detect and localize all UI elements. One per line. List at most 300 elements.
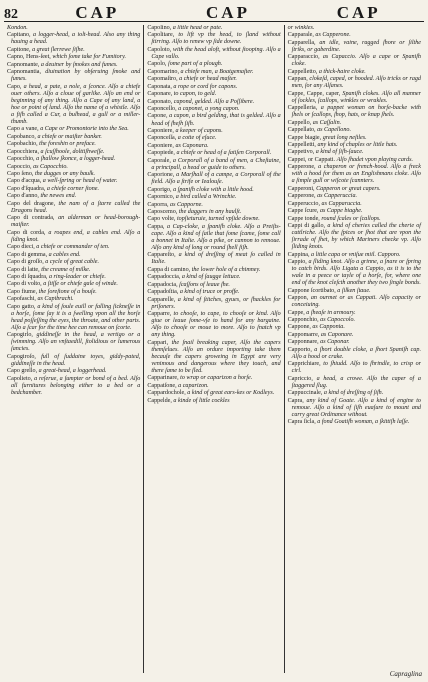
entry-definition: a caparizon. — [178, 382, 209, 389]
dictionary-entry — [288, 32, 421, 39]
entry-headword: Cappelletti, — [287, 142, 316, 149]
entry-definition: a well-ſpring or head of water. — [42, 178, 118, 185]
entry-definition: great long neſtles. — [322, 134, 367, 141]
entry-headword: Capoloto, — [147, 46, 172, 53]
entry-headword: Cappe biagie, — [287, 134, 322, 141]
entry-definition: a ſheaſe in armoury. — [306, 309, 356, 316]
entry-headword: Cappadocia, — [147, 281, 178, 288]
entry-headword: Capo di contrada, — [7, 215, 55, 222]
entry-definition: a kind of ſtitches, gyues, or ſhackles for priſoners. — [151, 296, 281, 310]
entry-headword: Capo di gemma, — [7, 251, 48, 258]
dictionary-entry — [147, 390, 280, 397]
entry-headword: Cappan, — [287, 76, 308, 83]
entry-definition: a chiefe or commander of ten. — [36, 244, 110, 251]
dictionary-entry — [147, 84, 280, 91]
dictionary-entry — [288, 216, 421, 223]
entry-definition: a reſerue, a ſumpter or bond of a bed. Alſo all furnitures belonging either to a bed or a bedchamber. — [11, 375, 141, 396]
entry-definition: full of ſuddaine toyes, giddy-pated, giddineſſe in the head. — [11, 353, 141, 367]
dictionary-entry — [7, 304, 140, 332]
dictionary-entry — [7, 368, 140, 375]
entry-headword: Cappe, Cappe, caper, — [287, 90, 341, 97]
entry-headword: Cappardochole, — [147, 390, 186, 397]
entry-headword: Cappetivo, — [287, 149, 315, 156]
entry-headword: Capparre, — [147, 311, 172, 318]
entry-definition: a capon, a bird gelding, that is gelded. Alſo a head of ſheſh ſiſh. — [151, 113, 281, 127]
dictionary-entry — [7, 126, 140, 133]
dictionary-entry — [288, 186, 421, 193]
entry-headword: Cappon, — [287, 295, 309, 302]
entry-headword: Capo gatto, — [7, 303, 36, 310]
entry-definition: as Capaccio. Alſo a cape or Spaniſh cloke. — [291, 54, 421, 68]
dictionary-entry — [288, 317, 421, 324]
entry-definition: as Caponar. — [320, 339, 350, 346]
dictionary-entry — [288, 332, 421, 339]
entry-headword: Capnomantia, — [7, 69, 42, 76]
entry-definition: as Capperuccia. — [317, 193, 358, 200]
dictionary-entry — [147, 311, 280, 339]
entry-definition: an idle, vaine, ragged ſhore or ſilthe ſtriks, or gaberdine. — [291, 39, 421, 53]
dictionary-entry — [7, 186, 140, 193]
dictionary-entry — [147, 202, 280, 209]
entry-headword: Capo di corda, — [7, 229, 46, 236]
entry-headword: Capo d'anno, — [7, 193, 39, 200]
entry-headword: Capoccio, — [7, 163, 32, 170]
entry-headword: Capocchio, — [7, 156, 35, 163]
dictionary-entry — [147, 61, 280, 68]
entry-definition: a logger-head, a iolt-head. Also any thing hauing a head. — [11, 32, 141, 46]
dictionary-entry — [7, 164, 140, 171]
dictionary-entry — [7, 274, 140, 281]
dictionary-entry — [288, 76, 421, 90]
dictionary-entry — [147, 224, 280, 252]
entry-headword: Capo grello, — [7, 368, 38, 375]
entry-headword: Caposcemo, — [147, 208, 178, 215]
dictionary-entry — [288, 91, 421, 105]
entry-definition: a ſtiſſe or chiefe gale of winde. — [43, 281, 118, 288]
dictionary-entry — [147, 187, 280, 194]
dictionary-entry — [147, 398, 280, 405]
dictionary-entry — [7, 149, 140, 156]
entry-definition: the lower hole of a chimney. — [191, 266, 261, 273]
dictionary-entry — [147, 282, 280, 289]
entry-headword: Capnomante, — [7, 61, 40, 68]
dictionary-entry — [147, 252, 280, 266]
entry-headword: Capparale, — [287, 32, 314, 39]
dictionary-entry — [7, 296, 140, 303]
entry-definition: a cotte of eſuce. — [177, 135, 217, 142]
entry-definition: Capperon or great capers. — [316, 185, 381, 192]
entry-headword: Capperuccio, — [287, 200, 320, 207]
entry-definition: as Capporne. — [170, 201, 203, 208]
dictionary-entry — [7, 259, 140, 266]
entry-headword: Capra, — [287, 397, 304, 404]
entry-headword: Cappelde, — [147, 397, 172, 404]
dictionary-entry — [288, 157, 421, 164]
entry-definition: a Corporall of a band of men, a Cheſtaine, a principall, a head or guide to others. — [151, 157, 281, 171]
entry-headword: Capobachio, — [7, 141, 38, 148]
entry-definition: topſieturuie, turned vpſide downe. — [176, 216, 260, 223]
dictionary-entry — [288, 208, 421, 215]
dictionary-entry — [288, 324, 421, 331]
entry-headword: Capogiroſo, — [7, 353, 36, 360]
page-number: 82 — [4, 7, 18, 22]
dictionary-entry — [288, 69, 421, 76]
dictionary-entry — [147, 274, 280, 281]
entry-headword: Cappio, — [287, 259, 307, 266]
entry-headword: Capperone, — [287, 193, 316, 200]
entry-headword: Capperone, — [287, 164, 316, 171]
dictionary-entry — [288, 361, 421, 375]
dictionary-entry — [7, 54, 140, 61]
dictionary-entry — [147, 194, 280, 201]
page-header — [4, 3, 424, 22]
entry-headword: Cappei, or Cappati. — [287, 156, 336, 163]
entry-definition: round ſcales or ſcallops. — [321, 215, 381, 222]
entry-definition: as Capoccolo. — [320, 317, 356, 324]
dictionary-entry — [288, 288, 421, 295]
entry-headword: Capo d'acqua, — [7, 178, 42, 185]
entry-definition: a kind of cheries called the cherie of cattlriche. Alſo the ſpices or ſhot that are vpon the ſirrade of ſhet, by which Mariners checke vp. Alſo ſliding knots. — [291, 223, 421, 251]
entry-definition: a Marſhall of a campe, a Corporall of the field. Alſo a ſtrife or Iealouſe. — [151, 172, 281, 186]
entry-headword: Capolo, — [147, 61, 167, 68]
dictionary-entry — [7, 244, 140, 251]
entry-headword: Capporto, — [287, 346, 312, 353]
entry-headword: Cappatſone, — [147, 382, 177, 389]
entry-definition: a chiefe or head of a ſatiſen Corporall. — [176, 150, 272, 157]
dictionary-entry — [7, 47, 140, 54]
dictionary-entry — [7, 332, 140, 353]
entry-definition: as Capocchio. — [33, 163, 68, 170]
entry-definition: a kind of ſiſh-ſauce. — [315, 149, 364, 156]
dictionary-entry — [7, 201, 140, 215]
entry-definition: the nam of a ſtarre called the Dragons head. — [11, 200, 141, 214]
entry-headword: Capparelle, — [147, 296, 176, 303]
dictionary-entry — [288, 25, 421, 32]
running-head-right: CAP — [336, 3, 381, 22]
entry-headword: Capo dieci, — [7, 244, 35, 251]
entry-headword: Capo di volto, — [7, 281, 42, 288]
dictionary-entry — [7, 25, 140, 32]
entry-headword: Cappe tonde, — [287, 215, 320, 222]
dictionary-entry — [288, 201, 421, 208]
dictionary-entry — [147, 32, 280, 46]
column-1 — [4, 25, 143, 673]
entry-headword: Cappe ſcure, — [287, 208, 319, 215]
entry-definition: ſcaſſons of leaue ſhe. — [179, 281, 230, 288]
entry-definition: a ſpaniſh cloke with a little hood. — [173, 186, 254, 193]
entry-headword: Cappina, — [287, 251, 310, 258]
dictionary-entry — [147, 143, 280, 150]
entry-headword: Cappomarre, — [287, 331, 320, 338]
entry-definition: an ourmet or as Cappati. Alſo capacity or conceiuing. — [291, 295, 421, 309]
entry-headword: Caporra, — [147, 201, 169, 208]
entry-definition: Kondon. — [7, 25, 28, 31]
entry-definition: with the head aloft, without ſtooping. Alſo a Cape vallo. — [151, 46, 281, 60]
entry-definition: a Cape or Promontorie into the Sea. — [40, 126, 129, 133]
entry-definition: a fond Goatiſh woman, a ſkittiſh laſſe. — [317, 419, 410, 426]
entry-definition: a cycle of great cable. — [45, 259, 100, 266]
entry-headword: Cappone, — [287, 324, 311, 331]
dictionary-entry — [7, 252, 140, 259]
entry-definition: a ſcuſſhoole, dolttiſhweſſe. — [40, 148, 105, 155]
entry-headword: Capo di ſquadra, — [7, 273, 48, 280]
dictionary-entry — [7, 32, 140, 46]
entry-headword: Cappuccinale, — [287, 390, 323, 397]
dictionary-entry — [288, 398, 421, 419]
entry-definition: to ſhiudd. Alſo to ſhrindle, to crisp or cirl. — [291, 361, 421, 375]
dictionary-entry — [7, 178, 140, 185]
entry-headword: Capparaccio, — [287, 54, 320, 61]
dictionary-entry — [147, 99, 280, 106]
entry-definition: a great ſlerrewe ſiſhe. — [32, 46, 85, 53]
entry-headword: Capo del dragone, — [7, 200, 56, 207]
entry-headword: Capra ſicla, — [287, 419, 316, 426]
dictionary-entry — [7, 289, 140, 296]
entry-headword: Capolino, — [147, 25, 172, 31]
dictionary-entry — [147, 91, 280, 98]
entry-definition: the daggers in any haulſt. — [178, 208, 242, 215]
entry-definition: a chiefe or maiſter banker. — [37, 133, 102, 140]
entry-definition: a caponet, a yong capon. — [178, 106, 240, 113]
entry-headword: Cappello, — [287, 119, 312, 126]
dictionary-entry — [288, 295, 421, 309]
entry-definition: a kind of dreſſing of ſiſh. — [323, 390, 384, 397]
entry-headword: Caponiere, — [147, 142, 174, 149]
entry-definition: as Caponare. — [320, 331, 354, 338]
entry-definition: a rope or cord for capons. — [173, 83, 238, 90]
entry-definition: a thick-haire cloke. — [318, 68, 366, 75]
entry-definition: the newes end. — [40, 193, 77, 200]
entry-definition: the creame of milke. — [41, 266, 91, 273]
entry-headword: Capponchio, — [287, 317, 319, 324]
entry-headword: Capolitare, — [147, 32, 175, 39]
dictionary-entry — [147, 172, 280, 186]
running-head-center: CAP — [206, 3, 250, 22]
entry-definition: as Caponara. — [175, 142, 209, 149]
dictionary-entry — [288, 310, 421, 317]
entry-headword: Capopiede, — [147, 150, 175, 157]
entry-definition: as Cappe biaghe. — [319, 208, 363, 215]
entry-headword: Caponiere, — [147, 127, 174, 134]
entry-definition: a ſhort double cloke, a ſhort Spaniſh cap. Alſo a hood or crake. — [291, 346, 421, 360]
entry-headword: Cappelleria, — [287, 105, 318, 112]
dictionary-entry — [288, 164, 421, 185]
entry-headword: Cappelletto, — [287, 68, 318, 75]
entry-definition: the foreshin or preface. — [39, 141, 96, 148]
entry-headword: Capofaschi, — [7, 296, 36, 303]
dictionary-entry — [147, 113, 280, 127]
entry-definition: a head, a crowe. Alſo the caper of a ſtaggered ſlug. — [291, 375, 421, 389]
entry-headword: Capo fiume, — [7, 288, 38, 295]
entry-headword: Cappadoccia, — [147, 274, 181, 281]
dictionary-entry — [147, 383, 280, 390]
entry-headword: Caponato, — [147, 98, 173, 105]
entry-headword: Capone, — [147, 113, 168, 120]
dictionary-entry — [288, 376, 421, 390]
entry-headword: Cappellato, — [287, 127, 316, 134]
dictionary-entry — [288, 223, 421, 251]
entry-definition: to lift vp the head, to ſland without ſtirring. Alſo to renew vp ſide downe. — [151, 32, 281, 46]
entry-definition: any kind of Goate. Alſo a kind of engine to remoue. Alſo a kind of ſiſh euaſure to mount and carry great Ordinance without. — [291, 397, 421, 418]
dictionary-entry — [7, 230, 140, 244]
entry-definition: a ſhallow ſkonce, a logger-head. — [36, 156, 116, 163]
entry-headword: Cappadoſtia, — [147, 289, 179, 296]
dictionary-entry — [288, 149, 421, 156]
dictionary-entry — [147, 297, 280, 311]
dictionary-entry — [7, 156, 140, 163]
entry-definition: a chiefe man, a Boatgemaſter. — [180, 68, 254, 75]
entry-headword: Capornico, — [147, 194, 175, 201]
entry-definition: a little head or pate. — [172, 25, 223, 31]
entry-definition: a ring-leader or chiefe. — [48, 273, 106, 280]
dictionary-entry — [147, 76, 280, 83]
entry-headword: Capitano, — [7, 32, 31, 39]
dictionary-entry — [288, 419, 421, 426]
entry-definition: a little capa or vniſue miil. Capporo. — [311, 251, 401, 258]
entry-headword: Cappa, — [147, 223, 165, 230]
dictionary-entry — [288, 40, 421, 54]
dictionary-entry — [288, 347, 421, 361]
entry-definition: a bird called a Wrinchie. — [175, 194, 237, 201]
entry-headword: Capomaſtro, — [147, 76, 178, 83]
entry-definition: to chooſe, to cape, to chooſe or kind. Alſo giue or leaue ſome-vſe to hand for any bargaine. Alſo to chooſe or moue to more. Alſo to ſnatch vp any thing. — [151, 311, 281, 339]
entry-definition: as Capibrachi. — [37, 296, 74, 303]
entry-definition: Alſo ſhadet vpon playing cards. — [336, 156, 414, 163]
dictionary-entry — [7, 281, 140, 288]
dictionary-entry — [7, 376, 140, 397]
entry-definition: as Capperone. — [315, 32, 351, 39]
entry-headword: Capo, — [7, 83, 22, 90]
entry-definition: a chiefe corner ſtone. — [46, 185, 99, 192]
entry-definition: a roapes end, a cables end. Alſo a ſiding knot. — [11, 229, 141, 243]
entry-definition: a kind of truce or proffe. — [179, 289, 240, 296]
dictionary-entry — [147, 158, 280, 172]
entry-headword: Capobanco, — [7, 133, 36, 140]
entry-headword: Caponata, — [147, 83, 172, 90]
entry-headword: Capomarino, — [147, 68, 179, 75]
entry-definition: a deuiner by ſmokes and fumes. — [40, 61, 118, 68]
column-3 — [284, 25, 424, 673]
entry-headword: Capprichiare, — [287, 361, 321, 368]
entry-headword: Caponare, — [147, 91, 173, 98]
entry-headword: Capo volte, — [147, 216, 176, 223]
entry-headword: Caponceſſa, — [147, 135, 177, 142]
dictionary-entry — [288, 390, 421, 397]
entry-definition: a kind of dreſſing of meat ſo called in Italie. — [151, 252, 281, 266]
dictionary-entry — [7, 84, 140, 126]
entry-definition: an alderman or head-borough-maiſter. — [11, 215, 141, 229]
dictionary-entry — [7, 134, 140, 141]
dictionary-entry — [147, 25, 280, 32]
dictionary-entry — [147, 289, 280, 296]
entry-definition: which ſome take for Fumitory. — [52, 54, 126, 61]
dictionary-entry — [7, 141, 140, 148]
entry-headword: Capparella, — [287, 39, 316, 46]
column-2 — [143, 25, 283, 673]
dictionary-entry — [7, 193, 140, 200]
entry-headword: Capo d'ſquadra, — [7, 185, 46, 192]
entry-definition: clokeſd, caped, or hooded. Alſo tricks or ragd men, ſor any Alſanes. — [291, 76, 421, 90]
entry-definition: a chaperon or french-hood. Alſo a freck with a hood for them as an Englishmans cloke. Alſo a ſimple gull or wiſcote ſcannters. — [291, 164, 421, 185]
entry-definition: a keeper of capons. — [175, 127, 223, 134]
entry-headword: Capparinare, — [147, 375, 179, 382]
dictionary-entry — [147, 375, 280, 382]
dictionary-entry — [147, 267, 280, 274]
dictionary-entry — [7, 267, 140, 274]
entry-headword: Capo di latte, — [7, 266, 40, 273]
entry-definition: a kind of great ears-kes or Kodleys. — [187, 390, 275, 397]
columns — [4, 25, 424, 673]
dictionary-entry — [7, 171, 140, 178]
entry-definition: a kind of ſaugge lettuce. — [181, 274, 241, 281]
entry-definition: a Cap-cloke, a ſpaniſh cloke. Alſo a Preiſts-cape. Alſo a kind of ſaile that ſome ſcame, ſome call a bonnet in Italie. Alſo a pike, or cannon to remoue. Alſo any kind of long or round ſhell ſiſh. — [151, 223, 281, 251]
entry-definition: a great-head, a loggerhead. — [38, 368, 107, 375]
entry-headword: Capno, Hens-ſeet, — [7, 54, 51, 61]
entry-headword: Capo a vane, — [7, 126, 39, 133]
entry-definition: as Caſſalin. — [312, 119, 342, 126]
dictionary-entry — [288, 193, 421, 200]
running-head-left: CAP — [75, 3, 120, 22]
entry-definition: or winkles. — [287, 25, 315, 31]
dictionary-entry — [288, 54, 421, 68]
entry-headword: Capolieto, — [7, 375, 33, 382]
entry-definition: as Capponia. — [312, 324, 345, 331]
entry-definition: a cables end. — [48, 251, 81, 258]
dictionary-entry — [288, 105, 421, 119]
entry-definition: the dugges or any baulk. — [34, 171, 96, 178]
dictionary-entry — [288, 120, 421, 127]
dictionary-entry — [7, 62, 140, 69]
entry-definition: the ſnail breaking caper, Alſo the capers themſelues. Alſo an ordure importing take them becauſe the capers groweing in Egypt are very venimous and dangerous where they touch, and there ſame to be ſled. — [151, 339, 281, 374]
dictionary-entry — [147, 340, 280, 375]
dictionary-entry — [147, 150, 280, 157]
dictionary-entry — [147, 135, 280, 142]
entry-definition: capond, gelded. Alſo a Poſſibere. — [173, 98, 255, 105]
entry-definition: a puppet woman on horſe-backe with ſhels or ſcallops, ſhop, hats, or knap ſhels. — [291, 105, 421, 119]
entry-definition: a chiefe or head maſter. — [179, 76, 237, 83]
entry-headword: Caporale, — [147, 157, 171, 164]
dictionary-entry — [147, 216, 280, 223]
entry-headword: Cappari, — [147, 339, 169, 346]
entry-headword: Cappa di camino, — [147, 266, 191, 273]
entry-definition: a kinde of little cockles — [173, 397, 230, 404]
dictionary-entry — [288, 259, 421, 287]
entry-definition: as Capparuccia. — [321, 200, 362, 207]
entry-definition: any kind of chaples or little hats. — [317, 142, 398, 149]
entry-definition: a ſilken ſtaue. — [337, 287, 371, 294]
entry-definition: to capon, to geld. — [173, 91, 217, 98]
entry-definition: to wrap or caparizon a horſe. — [180, 375, 253, 382]
entry-headword: Capriccio, — [287, 375, 313, 382]
dictionary-entry — [7, 69, 140, 83]
dictionary-entry — [288, 135, 421, 142]
entry-headword: Cappe, — [287, 309, 305, 316]
entry-definition: the ſoreſtone of a houſe. — [38, 288, 97, 295]
entry-definition: diuination by obſeruing ſmoke and fumes. — [11, 69, 141, 83]
dictionary-entry — [7, 215, 140, 229]
entry-headword: Capo di groſſo, — [7, 259, 44, 266]
entry-headword: Capponnare, — [287, 339, 319, 346]
entry-definition: a ſliding knot. Alſo a grinne, a ſnare or ſpring to catch birds. Alſo Ligata a Cappio, as it is to the wale in a peece or tayle of a horſe, for, where one end of the knot cleſcth another they two ſingle bonds. — [291, 259, 421, 287]
entry-headword: Capo ſeno, — [7, 171, 34, 178]
entry-headword: Caporigo, — [147, 186, 172, 193]
entry-headword: Cappi di gallo, — [287, 223, 326, 230]
dictionary-entry — [147, 128, 280, 135]
entry-headword: Capitone, — [7, 46, 31, 53]
dictionary-entry — [288, 127, 421, 134]
entry-headword: Caponcello, — [147, 106, 177, 113]
entry-headword: Cappareſto, — [147, 252, 176, 259]
